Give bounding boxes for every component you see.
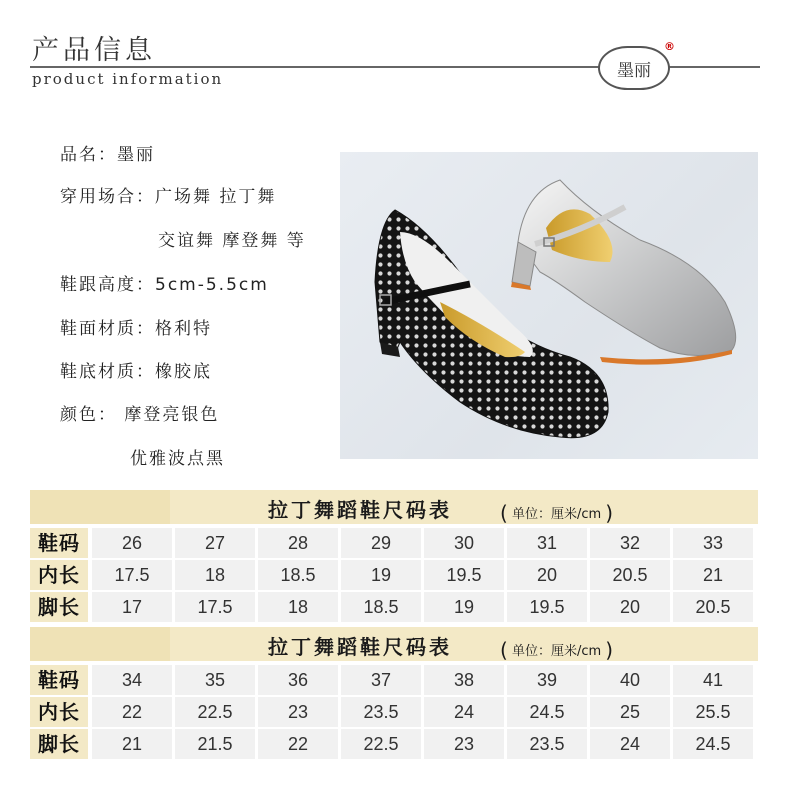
table-cell: 40 — [590, 665, 670, 695]
table-cell: 20.5 — [590, 560, 670, 590]
row-label: 内长 — [30, 697, 88, 727]
table-cell: 18.5 — [258, 560, 338, 590]
table-cell: 19.5 — [424, 560, 504, 590]
table-cell: 25 — [590, 697, 670, 727]
size-table-2-title: 拉丁舞蹈鞋尺码表 — [268, 635, 452, 659]
row-label: 脚长 — [30, 592, 88, 622]
table-cell: 26 — [92, 528, 172, 558]
table-cell: 21.5 — [175, 729, 255, 759]
table-cell: 24 — [424, 697, 504, 727]
brand-logo-text: 墨丽 — [617, 60, 651, 81]
table-cell: 24.5 — [673, 729, 753, 759]
row-label: 鞋码 — [30, 665, 88, 695]
table-row — [30, 560, 758, 590]
table-row — [30, 665, 758, 695]
table-cell: 21 — [673, 560, 753, 590]
info-heel-height: 鞋跟高度：5cm-5.5cm — [60, 275, 269, 295]
product-photo — [340, 152, 758, 459]
table-cell: 19 — [341, 560, 421, 590]
registered-mark: ® — [664, 40, 675, 53]
table-cell: 39 — [507, 665, 587, 695]
table-cell: 23.5 — [341, 697, 421, 727]
table-cell: 17.5 — [175, 592, 255, 622]
page-subtitle: product information — [32, 70, 224, 88]
table-cell: 22.5 — [175, 697, 255, 727]
table-row — [30, 729, 758, 759]
table-row — [30, 528, 758, 558]
table-cell: 41 — [673, 665, 753, 695]
info-upper-material: 鞋面材质：格利特 — [60, 319, 212, 339]
table-cell: 24.5 — [507, 697, 587, 727]
table-cell: 31 — [507, 528, 587, 558]
size-table-2-header — [30, 627, 758, 661]
table-cell: 22 — [92, 697, 172, 727]
info-color: 颜色： 摩登亮银色 — [60, 405, 220, 425]
silver-shoe — [511, 180, 736, 365]
shoes-illustration — [340, 152, 758, 459]
table-cell: 29 — [341, 528, 421, 558]
info-name: 品名：墨丽 — [60, 145, 155, 165]
size-table-1-header — [30, 490, 758, 524]
table-row — [30, 697, 758, 727]
row-label: 脚长 — [30, 729, 88, 759]
table-cell: 27 — [175, 528, 255, 558]
table-cell: 25.5 — [673, 697, 753, 727]
size-table-2-unit: ( 单位：厘米/cm ) — [500, 638, 614, 662]
table-cell: 18 — [258, 592, 338, 622]
table-cell: 22 — [258, 729, 338, 759]
size-table-1-unit: ( 单位：厘米/cm ) — [500, 501, 614, 525]
size-table-1-title: 拉丁舞蹈鞋尺码表 — [268, 498, 452, 522]
table-cell: 21 — [92, 729, 172, 759]
table-cell: 17 — [92, 592, 172, 622]
row-label: 内长 — [30, 560, 88, 590]
table-cell: 20 — [590, 592, 670, 622]
table-cell: 19 — [424, 592, 504, 622]
table-cell: 38 — [424, 665, 504, 695]
table-cell: 20.5 — [673, 592, 753, 622]
table-cell: 34 — [92, 665, 172, 695]
table-cell: 20 — [507, 560, 587, 590]
info-sole-material: 鞋底材质：橡胶底 — [60, 362, 212, 382]
table-row — [30, 592, 758, 622]
table-cell: 23 — [424, 729, 504, 759]
table-cell: 24 — [590, 729, 670, 759]
table-cell: 37 — [341, 665, 421, 695]
info-occasion: 穿用场合：广场舞 拉丁舞 — [60, 187, 277, 207]
table-cell: 18.5 — [341, 592, 421, 622]
table-cell: 30 — [424, 528, 504, 558]
brand-logo — [598, 46, 670, 90]
row-label: 鞋码 — [30, 528, 88, 558]
page-title: 产品信息 — [32, 35, 156, 66]
table-cell: 22.5 — [341, 729, 421, 759]
table-cell: 17.5 — [92, 560, 172, 590]
info-color-cont: 优雅波点黑 — [130, 449, 225, 469]
table-cell: 33 — [673, 528, 753, 558]
table-cell: 32 — [590, 528, 670, 558]
table-cell: 35 — [175, 665, 255, 695]
table-cell: 18 — [175, 560, 255, 590]
table-cell: 28 — [258, 528, 338, 558]
table-cell: 23.5 — [507, 729, 587, 759]
table-cell: 23 — [258, 697, 338, 727]
table-cell: 36 — [258, 665, 338, 695]
table-cell: 19.5 — [507, 592, 587, 622]
info-occasion-cont: 交谊舞 摩登舞 等 — [158, 231, 306, 251]
